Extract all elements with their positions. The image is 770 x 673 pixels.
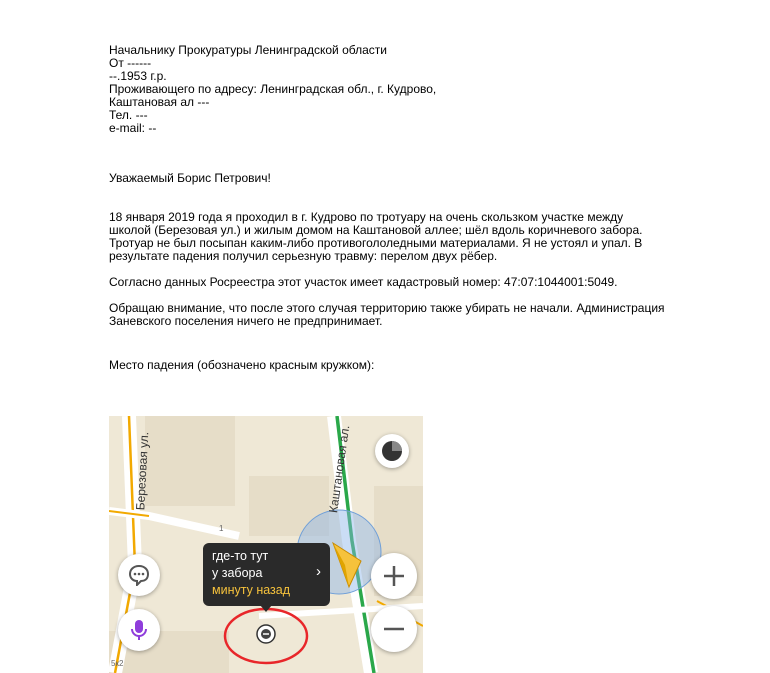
compass-button[interactable]: [375, 434, 409, 468]
greeting: Уважаемый Борис Петрович!: [109, 171, 271, 185]
compass-icon: [381, 440, 403, 462]
birth-year: --.1953 г.р.: [109, 69, 167, 83]
addressee: Начальнику Прокуратуры Ленинградской области: [109, 43, 387, 57]
zoom-in-button[interactable]: [371, 553, 417, 599]
address-line-1: Проживающего по адресу: Ленинградская обл., г. Кудрово,: [109, 82, 437, 96]
paragraph-1-line-1: 18 января 2019 года я проходил в г. Кудрово по тротуару на очень скользком участке между: [109, 210, 624, 224]
paragraph-1-line-4: результате падения получил серьезную травму: перелом двух рёбер.: [109, 249, 498, 263]
chat-icon: [128, 564, 150, 586]
tooltip-time: минуту назад: [212, 583, 291, 597]
paragraph-3-line-1: Обращаю внимание, что после этого случая территорию также убирать не начали. Администрация: [109, 301, 665, 315]
building-label: 5к2: [111, 659, 124, 668]
street-label-berezovaya: Березовая ул.: [133, 431, 152, 511]
sender: От ------: [109, 56, 152, 70]
tooltip-line-2: у забора: [212, 566, 263, 580]
voice-search-button[interactable]: [118, 609, 160, 651]
paragraph-3-line-2: Заневского поселения ничего не предпринимает.: [109, 314, 383, 328]
message-pin-icon[interactable]: [256, 624, 276, 644]
plus-icon: [382, 564, 406, 588]
map-caption: Место падения (обозначено красным кружком):: [109, 358, 375, 372]
minus-icon: [382, 617, 406, 641]
phone: Тел. ---: [109, 108, 148, 122]
map-screenshot: [109, 416, 423, 673]
chat-button[interactable]: [118, 554, 160, 596]
paragraph-1-line-3: Тротуар не был посыпан каким-либо противогололедными материалами. Я не устоял и упал. В: [109, 236, 643, 250]
address-line-2: Каштановая ал ---: [109, 95, 210, 109]
paragraph-2: Согласно данных Росреестра этот участок имеет кадастровый номер: 47:07:1044001:5049.: [109, 275, 618, 289]
tooltip-line-1: где-то тут: [212, 549, 269, 563]
email: e-mail: --: [109, 121, 157, 135]
chevron-right-icon: ›: [316, 563, 321, 580]
zoom-out-button[interactable]: [371, 606, 417, 652]
location-tooltip[interactable]: [203, 543, 330, 606]
location-arrow-icon: [331, 541, 365, 591]
tooltip-tail: [260, 605, 272, 612]
paragraph-1-line-2: школой (Березовая ул.) и жилым домом на Каштановой аллее; шёл вдоль коричневого забора.: [109, 223, 643, 237]
street-label-kashtanovaya: Каштановая ал.: [326, 424, 353, 514]
letter: [109, 44, 714, 372]
mic-icon: [129, 618, 149, 642]
house-number: 1: [219, 524, 224, 533]
